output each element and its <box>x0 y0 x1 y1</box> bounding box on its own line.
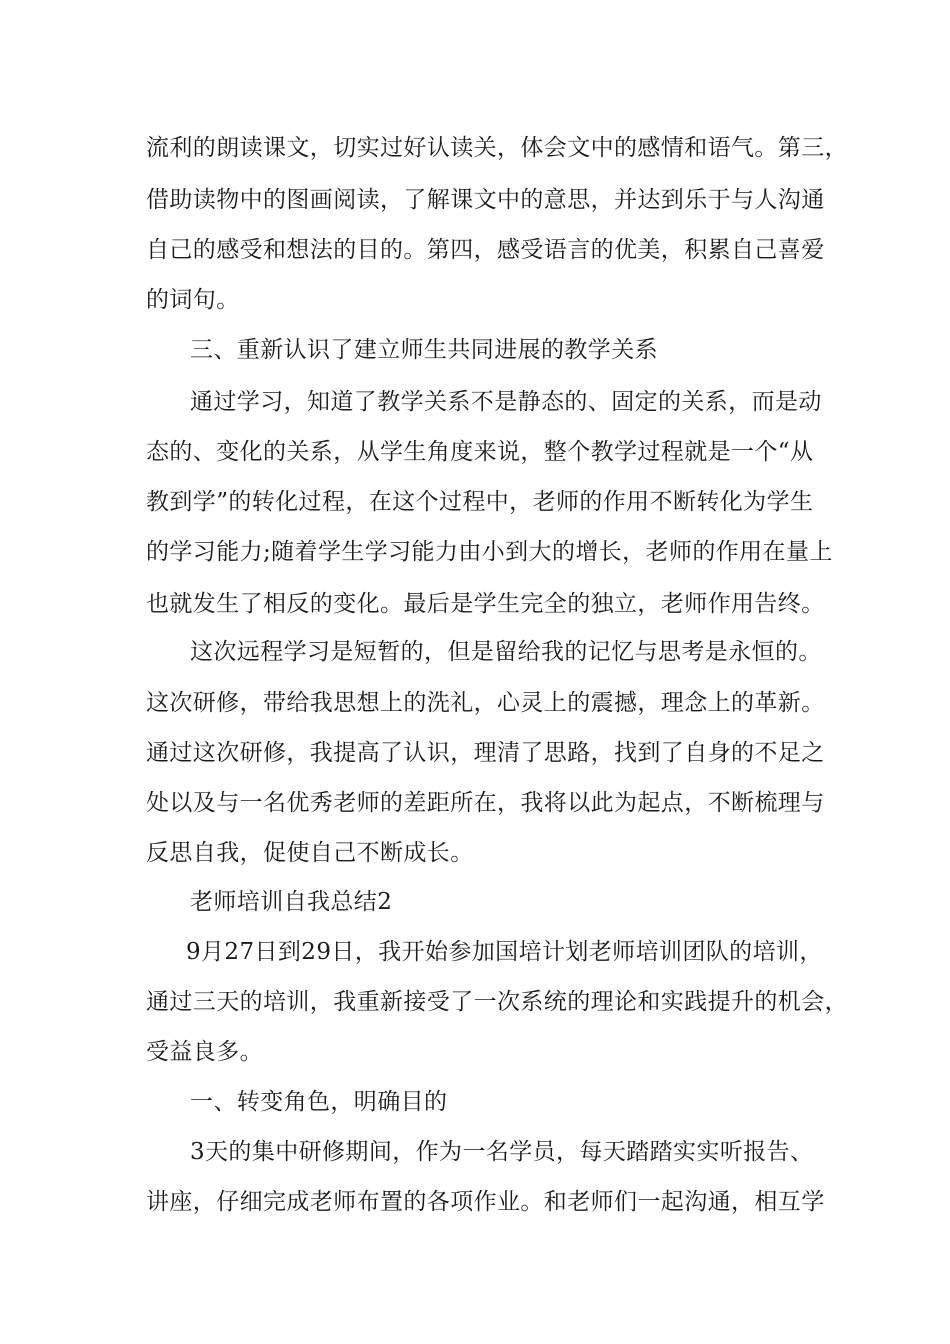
section-heading: 三、重新认识了建立师生共同进展的教学关系 <box>190 337 658 363</box>
paragraph-line: 3天的集中研修期间，作为一名学员，每天踏踏实实听报告、 <box>190 1139 814 1165</box>
section-heading: 一、转变角色，明确目的 <box>190 1089 448 1115</box>
paragraph-line: 态的、变化的关系，从学生角度来说，整个教学过程就是一个“从 <box>146 439 814 465</box>
paragraph-line: 通过三天的培训，我重新接受了一次系统的理论和实践提升的机会， <box>146 989 848 1015</box>
paragraph-line: 9月27日到29日，我开始参加国培计划老师培训团队的培训， <box>186 939 823 965</box>
paragraph-line: 讲座，仔细完成老师布置的各项作业。和老师们一起沟通，相互学 <box>146 1189 825 1215</box>
document-title: 老师培训自我总结2 <box>190 889 393 915</box>
paragraph-line: 通过学习，知道了教学关系不是静态的、固定的关系，而是动 <box>190 389 822 415</box>
paragraph-line: 这次远程学习是短暂的，但是留给我的记忆与思考是永恒的。 <box>190 639 822 665</box>
paragraph-line: 也就发生了相反的变化。最后是学生完全的独立，老师作用告终。 <box>146 591 825 617</box>
paragraph-line: 的学习能力;随着学生学习能力由小到大的增长，老师的作用在量上 <box>146 539 833 565</box>
paragraph-line: 这次研修，带给我思想上的洗礼，心灵上的震撼，理念上的革新。 <box>146 690 825 716</box>
paragraph-line: 通过这次研修，我提高了认识，理清了思路，找到了自身的不足之 <box>146 740 825 766</box>
paragraph-line: 处以及与一名优秀老师的差距所在，我将以此为起点，不断梳理与 <box>146 790 825 816</box>
paragraph-line: 反思自我，促使自己不断成长。 <box>146 840 474 866</box>
paragraph-line: 借助读物中的图画阅读，了解课文中的意思，并达到乐于与人沟通 <box>146 187 825 213</box>
paragraph-line: 的词句。 <box>146 287 240 313</box>
paragraph-line: 教到学”的转化过程，在这个过程中，老师的作用不断转化为学生 <box>146 489 814 515</box>
paragraph-line: 受益良多。 <box>146 1039 263 1065</box>
paragraph-line: 流利的朗读课文，切实过好认读关，体会文中的感情和语气。第三， <box>146 135 848 161</box>
paragraph-line: 自己的感受和想法的目的。第四，感受语言的优美，积累自己喜爱 <box>146 237 825 263</box>
